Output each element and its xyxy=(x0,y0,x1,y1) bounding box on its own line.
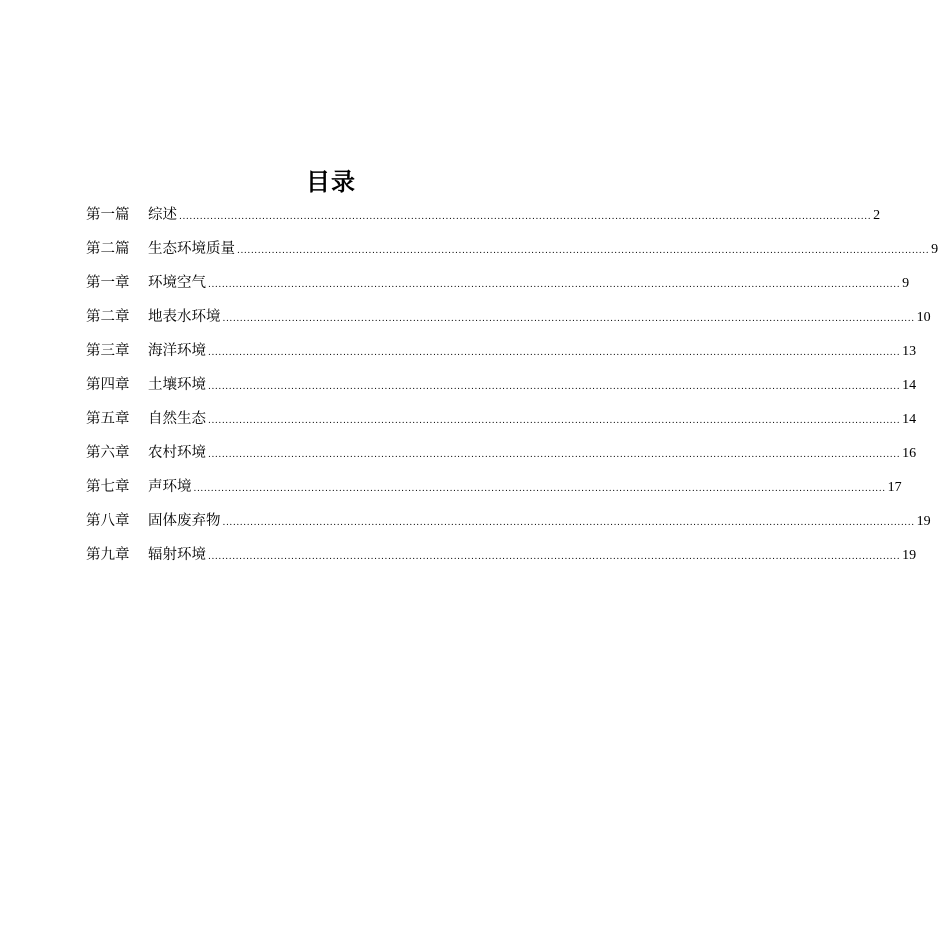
toc-dot-leader: ........................................................................................................................................................................................................ xyxy=(208,348,901,358)
toc-entry-title: 环境空气 xyxy=(148,275,206,291)
toc-entry-title: 声环境 xyxy=(148,479,192,495)
toc-entry-number: 第三章 xyxy=(86,343,130,359)
toc-entry-number: 第二篇 xyxy=(86,241,130,257)
toc-entry-title: 生态环境质量 xyxy=(148,241,235,257)
toc-entry-number: 第八章 xyxy=(86,513,130,529)
toc-entry-page: 13 xyxy=(902,344,917,359)
toc-entry-page: 19 xyxy=(902,548,917,563)
toc-entry-page: 14 xyxy=(902,378,917,393)
toc-entry-title: 海洋环境 xyxy=(148,343,206,359)
toc-entry-page: 19 xyxy=(916,514,931,529)
toc-entry-page: 9 xyxy=(931,242,938,257)
toc-entry-page: 17 xyxy=(887,480,902,495)
toc-dot-leader: ........................................................................................................................................................................................................ xyxy=(208,416,901,426)
toc-entry[interactable] xyxy=(86,204,881,238)
toc-dot-leader: ........................................................................................................................................................................................................ xyxy=(208,280,901,290)
toc-entry-number: 第六章 xyxy=(86,445,130,461)
toc-entry-title: 农村环境 xyxy=(148,445,206,461)
toc-dot-leader: ........................................................................................................................................................................................................ xyxy=(193,484,886,494)
toc-entry-number: 第一章 xyxy=(86,275,130,291)
toc-entry[interactable] xyxy=(86,408,917,442)
toc-entry-page: 10 xyxy=(916,310,931,325)
toc-entry[interactable] xyxy=(86,238,938,272)
toc-dot-leader: ........................................................................................................................................................................................................ xyxy=(222,518,915,528)
toc-entry-title: 辐射环境 xyxy=(148,547,206,563)
toc-dot-leader: ........................................................................................................................................................................................................ xyxy=(208,382,901,392)
toc-entry-page: 9 xyxy=(902,276,910,291)
toc-dot-leader: ........................................................................................................................................................................................................ xyxy=(222,314,915,324)
toc-entry[interactable] xyxy=(86,544,917,578)
toc-entry-number: 第一篇 xyxy=(86,207,130,223)
toc-dot-leader: ........................................................................................................................................................................................................ xyxy=(237,246,930,256)
toc-dot-leader: ........................................................................................................................................................................................................ xyxy=(208,450,901,460)
toc-entry-title: 地表水环境 xyxy=(148,309,221,325)
toc-entry[interactable] xyxy=(86,442,917,476)
toc-dot-leader: ........................................................................................................................................................................................................ xyxy=(179,212,872,222)
toc-entry-number: 第四章 xyxy=(86,377,130,393)
toc-entry-title: 土壤环境 xyxy=(148,377,206,393)
toc-entry[interactable] xyxy=(86,374,917,408)
toc-entry-page: 2 xyxy=(873,208,881,223)
toc-entry-number: 第九章 xyxy=(86,547,130,563)
toc-entry[interactable] xyxy=(86,476,902,510)
toc-dot-leader: ........................................................................................................................................................................................................ xyxy=(208,552,901,562)
toc-entry[interactable] xyxy=(86,510,931,544)
toc-entry[interactable] xyxy=(86,272,910,306)
toc-entry-number: 第五章 xyxy=(86,411,130,427)
table-of-contents xyxy=(86,204,938,578)
toc-entry[interactable] xyxy=(86,340,917,374)
toc-entry-title: 综述 xyxy=(148,207,177,223)
toc-entry[interactable] xyxy=(86,306,931,340)
toc-entry-title: 固体废弃物 xyxy=(148,513,221,529)
toc-entry-page: 14 xyxy=(902,412,917,427)
toc-entry-title: 自然生态 xyxy=(148,411,206,427)
toc-entry-page: 16 xyxy=(902,446,917,461)
toc-entry-number: 第七章 xyxy=(86,479,130,495)
toc-entry-number: 第二章 xyxy=(86,309,130,325)
page-title: 目录 xyxy=(306,167,356,196)
